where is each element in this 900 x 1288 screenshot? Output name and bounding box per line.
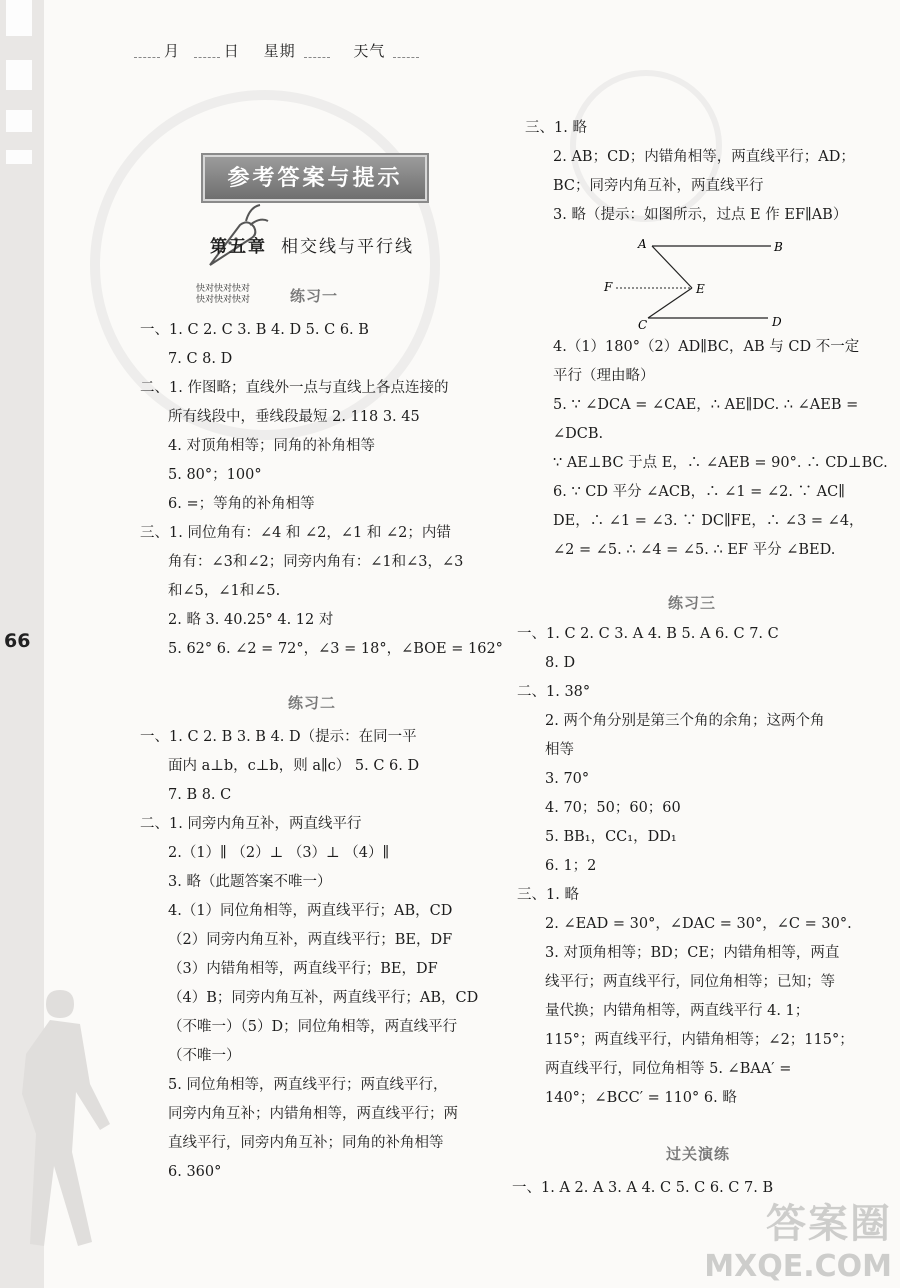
- answer-line: ∠2 = ∠5. ∴ ∠4 = ∠5. ∴ EF 平分 ∠BED.: [553, 542, 836, 558]
- answer-line: 4.（1）180°（2）AD∥BC，AB 与 CD 不一定: [553, 339, 860, 355]
- answer-line: 7. B 8. C: [168, 787, 232, 803]
- answer-line: ∵ AE⊥BC 于点 E，∴ ∠AEB = 90°. ∴ CD⊥BC.: [553, 455, 888, 471]
- page-title: 参考答案与提示: [203, 155, 427, 201]
- mascot-motto: 快对快对快对 快对快对快对: [196, 284, 251, 305]
- runner-silhouette-icon: [0, 980, 120, 1280]
- section-title-ex2: 练习二: [288, 694, 337, 712]
- chapter-name: 相交线与平行线: [281, 237, 414, 257]
- point-b-label: B: [774, 240, 783, 254]
- answer-line: （不唯一）: [168, 1048, 241, 1064]
- day-label: 日: [223, 42, 240, 60]
- parallel-lines-figure: [596, 236, 796, 336]
- weekday-label: 星期: [263, 42, 296, 60]
- watermark-url: MXQE.COM: [704, 1249, 892, 1284]
- answer-line: 4. 70；50；60；60: [545, 800, 681, 816]
- weather-label: 天气: [353, 42, 386, 60]
- answer-line: （不唯一）（5）D；同位角相等，两直线平行: [168, 1019, 458, 1035]
- section-title-pass: 过关演练: [666, 1145, 731, 1163]
- answer-line: ∠DCB.: [553, 426, 604, 442]
- answer-line: 6. ∵ CD 平分 ∠ACB，∴ ∠1 = ∠2. ∵ AC∥: [553, 484, 845, 500]
- answer-line: 4.（1）同位角相等，两直线平行；AB，CD: [168, 903, 453, 919]
- watermark-text: 答案圈: [766, 1201, 892, 1247]
- answer-line: 相等: [545, 742, 574, 758]
- answer-line: 5. 62° 6. ∠2 = 72°，∠3 = 18°，∠BOE = 162°: [168, 641, 503, 657]
- answer-line: 3. 对顶角相等；BD；CE；内错角相等，两直: [545, 945, 840, 961]
- answer-line: 2. ∠EAD = 30°，∠DAC = 30°，∠C = 30°.: [545, 916, 852, 932]
- watermark: [704, 1192, 892, 1284]
- answer-line: 二、1. 作图略；直线外一点与直线上各点连接的: [140, 380, 449, 396]
- answer-line: （3）内错角相等，两直线平行；BE，DF: [168, 961, 438, 977]
- answer-line: 2. 略 3. 40.25° 4. 12 对: [168, 612, 334, 628]
- answer-line: 所有线段中，垂线段最短 2. 118 3. 45: [168, 409, 420, 425]
- answer-line: 2.（1）∥ （2）⊥ （3）⊥ （4）∥: [168, 845, 390, 861]
- month-label: 月: [164, 42, 181, 60]
- answer-line: 6. 360°: [168, 1164, 222, 1180]
- answer-line: 一、1. C 2. C 3. B 4. D 5. C 6. B: [140, 322, 369, 338]
- answer-line: 直线平行，同旁内角互补；同角的补角相等: [168, 1135, 444, 1151]
- point-a-label: A: [638, 237, 647, 251]
- answer-line: 6. 1；2: [545, 858, 597, 874]
- answer-line: 8. D: [545, 655, 576, 671]
- answers-ex1: [140, 316, 503, 664]
- answer-line: 3. 略（此题答案不唯一）: [168, 874, 332, 890]
- answer-line: 5. 同位角相等，两直线平行；两直线平行，: [168, 1077, 448, 1093]
- chapter-number: 第五章: [210, 237, 267, 257]
- answer-line: 140°；∠BCC′ = 110° 6. 略: [545, 1090, 737, 1106]
- answer-line: 二、1. 同旁内角互补，两直线平行: [140, 816, 362, 832]
- answer-line: 115°；两直线平行，内错角相等；∠2；115°；: [545, 1032, 854, 1048]
- answer-line: 一、1. C 2. B 3. B 4. D（提示：在同一平: [140, 729, 417, 745]
- point-f-label: F: [604, 280, 613, 294]
- answer-line: 一、1. C 2. C 3. A 4. B 5. A 6. C 7. C: [517, 626, 779, 642]
- answer-line: 4. 对顶角相等；同角的补角相等: [168, 438, 375, 454]
- answer-line: 量代换；内错角相等，两直线平行 4. 1；: [545, 1003, 810, 1019]
- point-d-label: D: [772, 315, 782, 329]
- answer-line: （2）同旁内角互补，两直线平行；BE，DF: [168, 932, 453, 948]
- answer-line: DE，∴ ∠1 = ∠3. ∵ DC∥FE，∴ ∠3 = ∠4，: [553, 513, 864, 529]
- answer-line: 平行（理由略）: [553, 368, 655, 384]
- answer-line: 6. =；等角的补角相等: [168, 496, 315, 512]
- answer-line: 面内 a⊥b，c⊥b，则 a∥c） 5. C 6. D: [168, 758, 420, 774]
- answer-line: 线平行；两直线平行，同位角相等；已知；等: [545, 974, 835, 990]
- answer-line: 2. AB；CD；内错角相等，两直线平行；AD；: [553, 149, 855, 165]
- answer-line: 角有：∠3和∠2；同旁内角有：∠1和∠3，∠3: [168, 554, 464, 570]
- section-title-ex3: 练习三: [668, 594, 717, 612]
- answers-ex2-continued: [525, 333, 888, 565]
- answer-line: 和∠5，∠1和∠5.: [168, 583, 281, 599]
- answer-line: （4）B；同旁内角互补，两直线平行；AB，CD: [168, 990, 479, 1006]
- chapter-heading: [210, 232, 414, 257]
- page-number: 66: [4, 630, 31, 652]
- section-title-ex1: 练习一: [290, 287, 339, 305]
- answer-line: 3. 略（提示：如图所示，过点 E 作 EF∥AB）: [553, 207, 848, 223]
- answer-line: 三、1. 略: [517, 887, 579, 903]
- point-c-label: C: [638, 318, 648, 332]
- date-header: [130, 40, 423, 61]
- answer-line: 2. 两个角分别是第三个角的余角；这两个角: [545, 713, 825, 729]
- answer-line: 5. ∵ ∠DCA = ∠CAE，∴ AE∥DC. ∴ ∠AEB =: [553, 397, 859, 413]
- answer-line: 5. 80°；100°: [168, 467, 262, 483]
- answer-line: 三、1. 略: [525, 120, 587, 136]
- answer-line: 一、1. A 2. A 3. A 4. C 5. C 6. C 7. B: [512, 1180, 774, 1196]
- answer-line: 7. C 8. D: [168, 351, 233, 367]
- point-e-label: E: [696, 282, 705, 296]
- answer-line: 三、1. 同位角有：∠4 和 ∠2，∠1 和 ∠2；内错: [140, 525, 451, 541]
- answers-ex2: [140, 723, 478, 1187]
- answer-line: 3. 70°: [545, 771, 590, 787]
- answers-ex1-continued: [525, 114, 855, 230]
- answer-line: 二、1. 38°: [517, 684, 591, 700]
- answer-line: 5. BB₁，CC₁，DD₁: [545, 829, 677, 845]
- answer-line: BC；同旁内角互补，两直线平行: [553, 178, 764, 194]
- answer-line: 同旁内角互补；内错角相等，两直线平行；两: [168, 1106, 458, 1122]
- answers-ex3: [517, 620, 854, 1113]
- answer-line: 两直线平行，同位角相等 5. ∠BAA′ =: [545, 1061, 792, 1077]
